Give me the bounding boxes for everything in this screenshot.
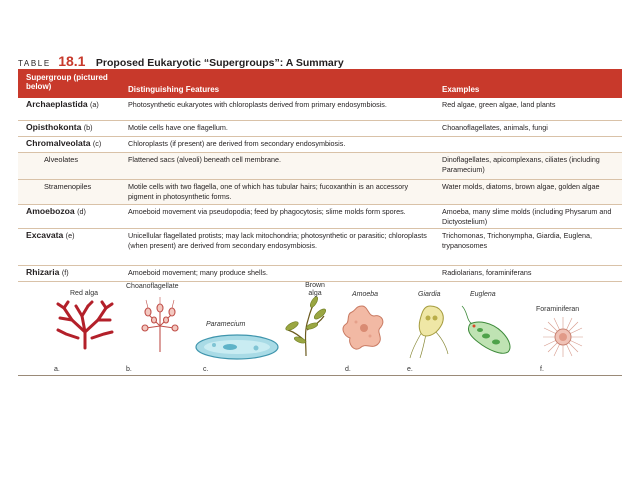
label-foraminiferan: Foraminiferan (536, 306, 580, 313)
table-row (18, 180, 622, 205)
table-row (18, 153, 622, 180)
examples-cell: Red algae, green algae, land plants (442, 100, 556, 109)
label-euglena: Euglena (470, 291, 496, 298)
label-choanoflagellate: Choanoflagellate (126, 283, 179, 290)
features-cell: Photosynthetic eukaryotes with chloroplasts derived from primary endosymbiosis. (128, 100, 387, 109)
label-paramecium: Paramecium (206, 321, 246, 328)
supergroup-name: Amoebozoa (d) (26, 206, 86, 216)
table-title: Proposed Eukaryotic “Supergroups”: A Summary (95, 57, 344, 69)
supergroup-name: Archaeplastida (a) (26, 99, 99, 109)
subgroup-name: Stramenopiles (44, 182, 92, 191)
table-header (18, 69, 622, 98)
choanoflagellate-icon (138, 296, 182, 354)
features-cell: Motile cells have one flagellum. (128, 123, 228, 132)
table-row (18, 266, 622, 282)
letter-b: b. (126, 366, 132, 373)
examples-cell: Radiolarians, foraminiferans (442, 268, 532, 277)
supergroup-name: Rhizaria (f) (26, 267, 69, 277)
table-row (18, 229, 622, 266)
letter-d: d. (345, 366, 351, 373)
features-cell: Chloroplasts (if present) are derived from secondary endosymbiosis. (128, 139, 346, 148)
table-row (18, 137, 622, 153)
supergroups-table (18, 69, 622, 376)
amoeba-icon (338, 302, 388, 352)
red-alga-icon (54, 300, 116, 350)
label-brown-alga: Brown alga (305, 282, 325, 297)
examples-cell: Dinoflagellates, apicomplexans, ciliates (including Paramecium) (442, 155, 600, 174)
table-caption (18, 53, 344, 69)
euglena-icon (458, 302, 516, 356)
letter-f: f. (540, 366, 544, 373)
paramecium-icon (194, 332, 280, 362)
supergroup-name: Opisthokonta (b) (26, 122, 93, 132)
examples-cell: Choanoflagellates, animals, fungi (442, 123, 548, 132)
label-amoeba: Amoeba (352, 291, 379, 298)
table-number: 18.1 (58, 53, 86, 69)
features-cell: Amoeboid movement; many produce shells. (128, 268, 268, 277)
supergroup-name: Chromalveolata (c) (26, 138, 102, 148)
features-cell: Amoeboid movement via pseudopodia; feed by phagocytosis; slime molds form spores. (128, 207, 406, 216)
supergroup-name: Excavata (e) (26, 230, 75, 240)
foraminiferan-icon (542, 316, 584, 358)
brown-alga-icon (282, 296, 328, 358)
table-row (18, 121, 622, 137)
header-features: Distinguishing Features (128, 85, 220, 94)
features-cell: Flattened sacs (alveoli) beneath cell membrane. (128, 155, 282, 164)
examples-cell: Trichomonas, Trichonympha, Giardia, Euglena, trypanosomes (442, 231, 592, 250)
letter-c: c. (203, 366, 209, 373)
features-cell: Motile cells with two flagella, one of which has tubular hairs; fucoxanthin is an accessory pigment in photosynthetic forms. (128, 182, 409, 201)
label-red-alga: Red alga (70, 290, 99, 297)
label-giardia: Giardia (418, 291, 441, 298)
table-word: TABLE (18, 59, 51, 68)
illustrations-panel (18, 282, 622, 376)
subgroup-name: Alveolates (44, 155, 79, 164)
giardia-icon (408, 302, 452, 360)
letter-e: e. (407, 366, 413, 373)
examples-cell: Water molds, diatoms, brown algae, golden algae (442, 182, 600, 191)
features-cell: Unicellular flagellated protists; may lack mitochondria; photosynthetic or parasitic; chloroplasts (when present) are derived from secondary endosymbiosis. (128, 231, 427, 250)
letter-a: a. (54, 366, 60, 373)
table-row (18, 205, 622, 229)
header-supergroup: Supergroup (pictured below) (26, 73, 108, 91)
header-examples: Examples (442, 85, 480, 94)
table-row (18, 98, 622, 121)
examples-cell: Amoeba, many slime molds (including Physarum and Dictyostelium) (442, 207, 612, 226)
